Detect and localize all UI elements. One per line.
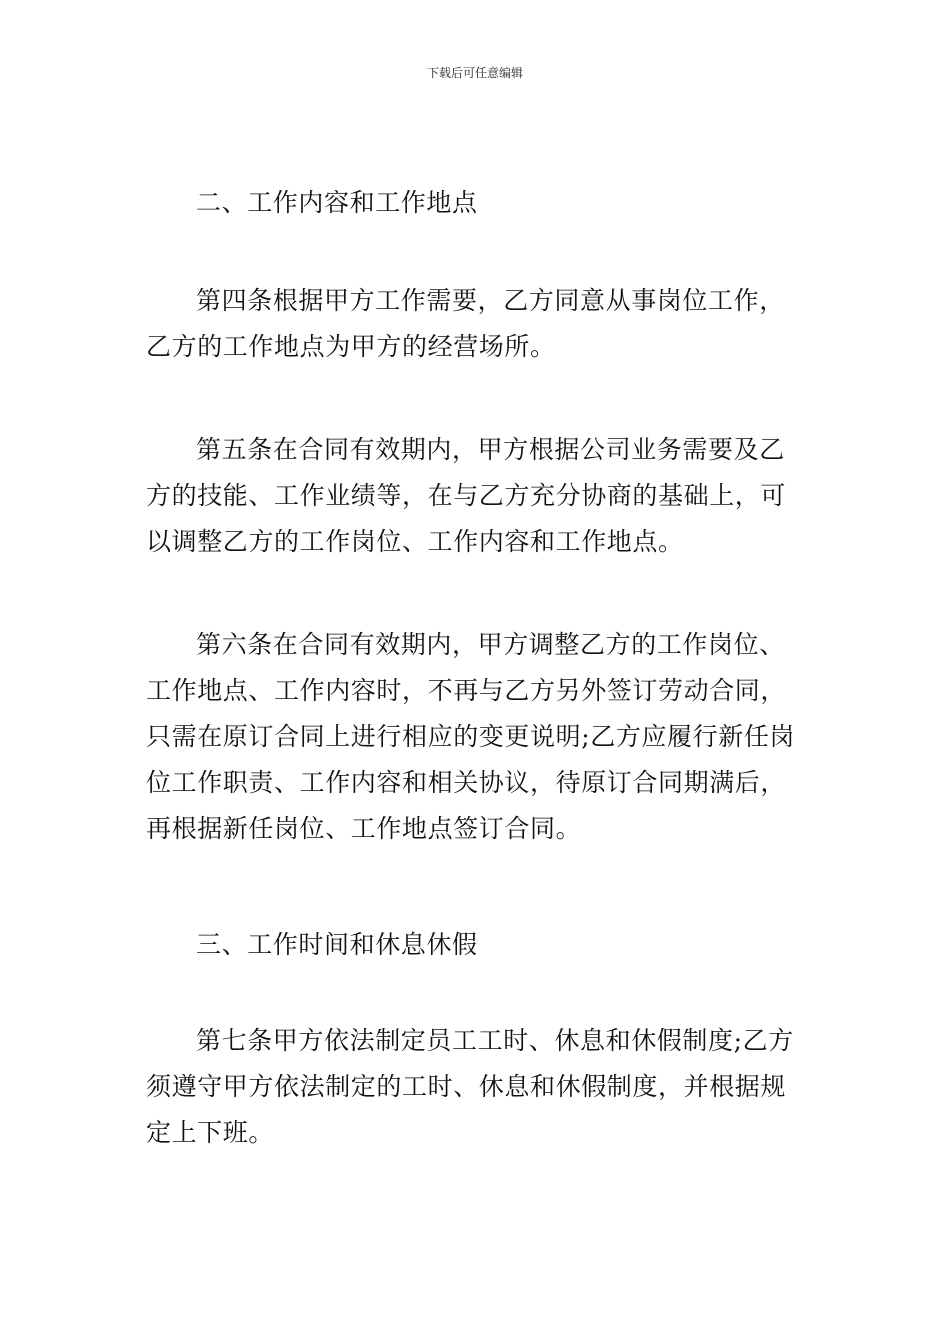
article-7-line-3: 定上下班。 [146, 1118, 275, 1147]
article-6-paragraph [146, 622, 795, 852]
article-6-line-1: 第六条在合同有效期内，甲方调整乙方的工作岗位、 [196, 630, 785, 659]
article-7-paragraph [146, 1018, 794, 1156]
section-heading-work-content: 二、工作内容和工作地点 [196, 188, 478, 217]
article-5-line-3: 以调整乙方的工作岗位、工作内容和工作地点。 [146, 527, 684, 556]
article-7-line-1: 第七条甲方依法制定员工工时、休息和休假制度;乙方 [196, 1026, 794, 1055]
article-6-line-4: 位工作职责、工作内容和相关协议，待原订合同期满后， [146, 768, 787, 797]
article-4-line-1: 第四条根据甲方工作需要，乙方同意从事岗位工作， [196, 286, 785, 315]
page-header: 下载后可任意编辑 [426, 66, 523, 80]
article-6-line-2: 工作地点、工作内容时，不再与乙方另外签订劳动合同， [146, 676, 787, 705]
article-5-line-1: 第五条在合同有效期内，甲方根据公司业务需要及乙 [196, 435, 785, 464]
article-6-line-3: 只需在原订合同上进行相应的变更说明;乙方应履行新任岗 [146, 722, 796, 751]
article-7-line-2: 须遵守甲方依法制定的工时、休息和休假制度，并根据规 [146, 1072, 787, 1101]
article-4-line-2: 乙方的工作地点为甲方的经营场所。 [146, 332, 556, 361]
article-5-paragraph [146, 427, 786, 565]
section-heading-work-hours: 三、工作时间和休息休假 [196, 930, 478, 959]
article-6-line-5: 再根据新任岗位、工作地点签订合同。 [146, 814, 582, 843]
article-5-line-2: 方的技能、工作业绩等，在与乙方充分协商的基础上，可 [146, 481, 787, 510]
article-4-paragraph [146, 278, 785, 370]
